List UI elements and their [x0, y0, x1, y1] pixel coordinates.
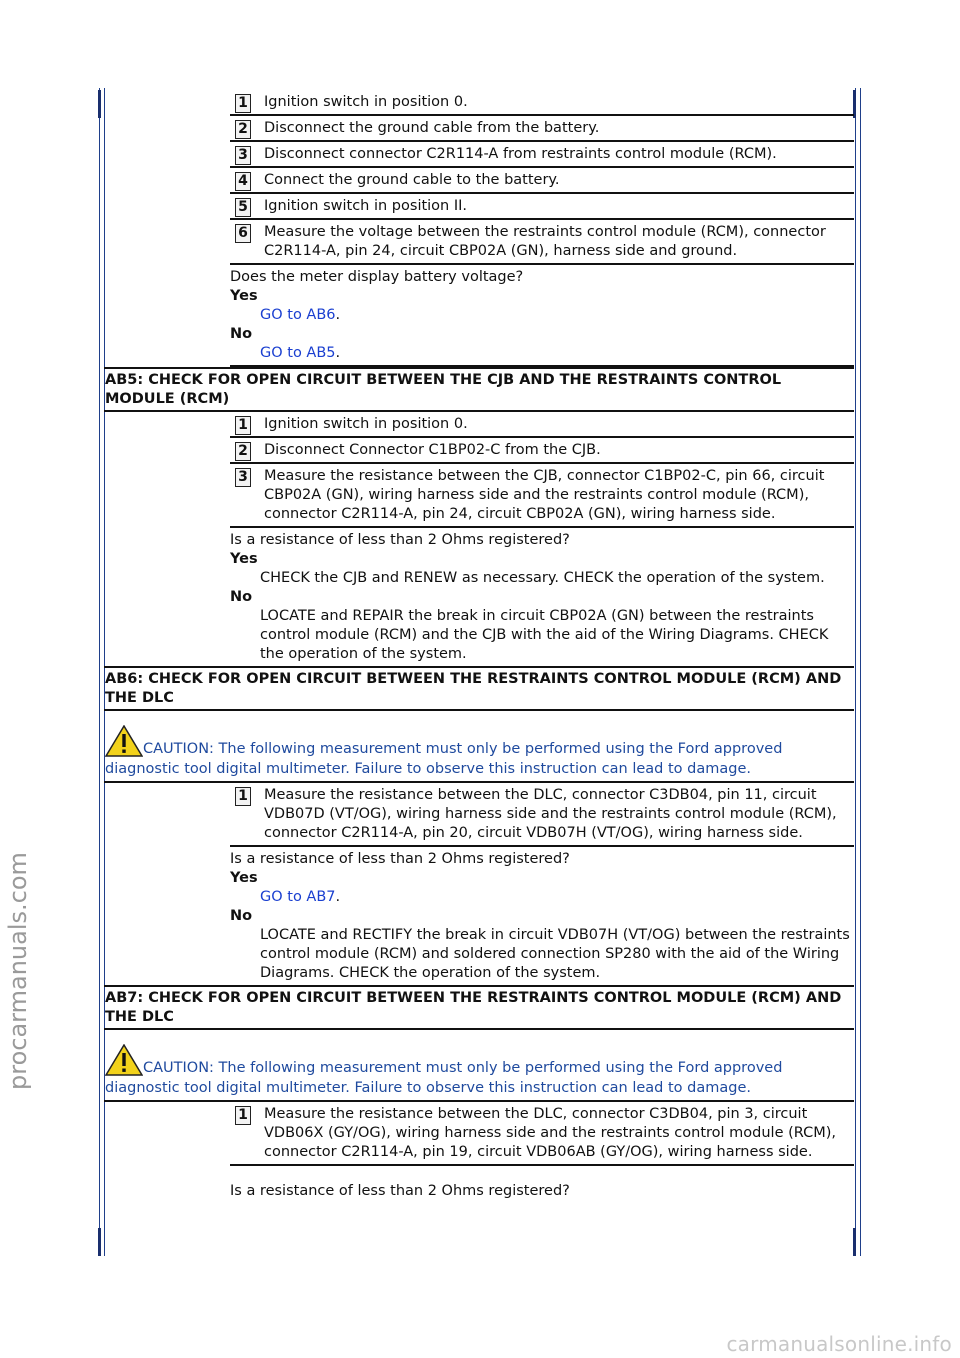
- question-block-ab7: [230, 1166, 854, 1203]
- no-answer: LOCATE and REPAIR the break in circuit CBP02A (GN) between the restraints control module (RCM) and the CJB with the aid of the Wiring Diagrams. CHECK the operation of the system.: [260, 608, 829, 662]
- warning-icon: [105, 725, 143, 757]
- step-number: 1: [235, 1106, 251, 1125]
- question-block-ab5: [230, 528, 854, 666]
- step-text: Disconnect connector C2R114-A from restraints control module (RCM).: [264, 146, 777, 162]
- section-header-ab5: AB5: CHECK FOR OPEN CIRCUIT BETWEEN THE CJB AND THE RESTRAINTS CONTROL MODULE (RCM): [104, 367, 854, 412]
- no-label: No: [230, 908, 253, 924]
- step-text: Measure the resistance between the DLC, connector C3DB04, pin 11, circuit VDB07D (VT/OG), wiring harness side and the restraints control module (RCM), connector C2R114-A, pin 20, circuit VDB07H (VT/OG), wiring harness side.: [264, 787, 837, 841]
- yes-answer: GO to AB7.: [260, 889, 341, 905]
- step-row: [230, 194, 854, 220]
- question-block-ab6: [230, 847, 854, 985]
- question-text: Does the meter display battery voltage?: [230, 269, 524, 285]
- step-row: [230, 220, 854, 265]
- no-answer: LOCATE and RECTIFY the break in circuit VDB07H (VT/OG) between the restraints control module (RCM) and soldered connection SP280 with the aid of the Wiring Diagrams. CHECK the operation of the system.: [260, 927, 850, 981]
- caution-text: CAUTION: The following measurement must only be performed using the Ford approved diagnostic tool digital multimeter. Failure to observe this instruction can lead to damage.: [105, 1060, 783, 1096]
- no-answer: GO to AB5.: [260, 345, 341, 361]
- step-number: 6: [235, 224, 251, 243]
- step-text: Ignition switch in position II.: [264, 198, 468, 214]
- left-thick-bar-top: [98, 90, 101, 118]
- no-label: No: [230, 326, 253, 342]
- step-row: [230, 142, 854, 168]
- step-number: 2: [235, 442, 251, 461]
- yes-answer: GO to AB6.: [260, 307, 341, 323]
- step-number: 1: [235, 416, 251, 435]
- step-row: [230, 90, 854, 116]
- footer-watermark: carmanualsonline.info: [726, 1332, 952, 1356]
- step-row: [230, 116, 854, 142]
- step-row: [230, 783, 854, 847]
- goto-ab7-link[interactable]: GO to AB7: [260, 889, 336, 905]
- step-text: Disconnect Connector C1BP02-C from the CJB.: [264, 442, 601, 458]
- yes-label: Yes: [230, 288, 258, 304]
- question-text: Is a resistance of less than 2 Ohms registered?: [230, 851, 570, 867]
- step-text: Measure the voltage between the restraints control module (RCM), connector C2R114-A, pin 24, circuit CBP02A (GN), harness side and ground.: [264, 224, 826, 259]
- caution-note: [104, 711, 854, 783]
- step-text: Measure the resistance between the DLC, connector C3DB04, pin 3, circuit VDB06X (GY/OG), wiring harness side and the restraints control module (RCM), connector C2R114-A, pin 19, circuit VDB06AB (GY/OG), wiring harness side.: [264, 1106, 837, 1160]
- warning-icon: [105, 1044, 143, 1076]
- question-text: Is a resistance of less than 2 Ohms registered?: [230, 1183, 570, 1199]
- step-row: [230, 1102, 854, 1166]
- step-text: Disconnect the ground cable from the battery.: [264, 120, 600, 136]
- step-number: 4: [235, 172, 251, 191]
- step-row: [230, 168, 854, 194]
- step-number: 2: [235, 120, 251, 139]
- step-number: 5: [235, 198, 251, 217]
- left-thick-bar-bottom: [98, 1228, 101, 1256]
- yes-answer: CHECK the CJB and RENEW as necessary. CHECK the operation of the system.: [260, 570, 825, 586]
- step-text: Ignition switch in position 0.: [264, 416, 468, 432]
- step-number: 1: [235, 787, 251, 806]
- step-row: [230, 438, 854, 464]
- caution-note: [104, 1030, 854, 1102]
- diagnostic-document: [104, 90, 854, 1203]
- yes-label: Yes: [230, 551, 258, 567]
- goto-ab6-link[interactable]: GO to AB6: [260, 307, 336, 323]
- yes-label: Yes: [230, 870, 258, 886]
- side-watermark: procarmanuals.com: [4, 852, 32, 1090]
- step-text: Connect the ground cable to the battery.: [264, 172, 560, 188]
- right-margin-line-2: [860, 88, 861, 1256]
- step-row: [230, 464, 854, 528]
- step-text: Measure the resistance between the CJB, connector C1BP02-C, pin 66, circuit CBP02A (GN), wiring harness side and the restraints control module (RCM), connector C2R114-A, pin 24, circuit CBP02A (GN), wiring harness side.: [264, 468, 825, 522]
- section-header-ab7: AB7: CHECK FOR OPEN CIRCUIT BETWEEN THE RESTRAINTS CONTROL MODULE (RCM) AND THE DLC: [104, 985, 854, 1030]
- no-label: No: [230, 589, 253, 605]
- caution-text: CAUTION: The following measurement must only be performed using the Ford approved diagnostic tool digital multimeter. Failure to observe this instruction can lead to damage.: [105, 741, 783, 777]
- left-margin-line-1: [99, 88, 100, 1256]
- step-row: [230, 412, 854, 438]
- question-block-ab4: [230, 265, 854, 367]
- step-text: Ignition switch in position 0.: [264, 94, 468, 110]
- section-header-ab6: AB6: CHECK FOR OPEN CIRCUIT BETWEEN THE RESTRAINTS CONTROL MODULE (RCM) AND THE DLC: [104, 666, 854, 711]
- goto-ab5-link[interactable]: GO to AB5: [260, 345, 336, 361]
- question-text: Is a resistance of less than 2 Ohms registered?: [230, 532, 570, 548]
- right-thick-bar-bottom: [853, 1228, 856, 1256]
- step-number: 3: [235, 468, 251, 487]
- right-margin-line-1: [855, 88, 856, 1256]
- step-number: 1: [235, 94, 251, 113]
- step-number: 3: [235, 146, 251, 165]
